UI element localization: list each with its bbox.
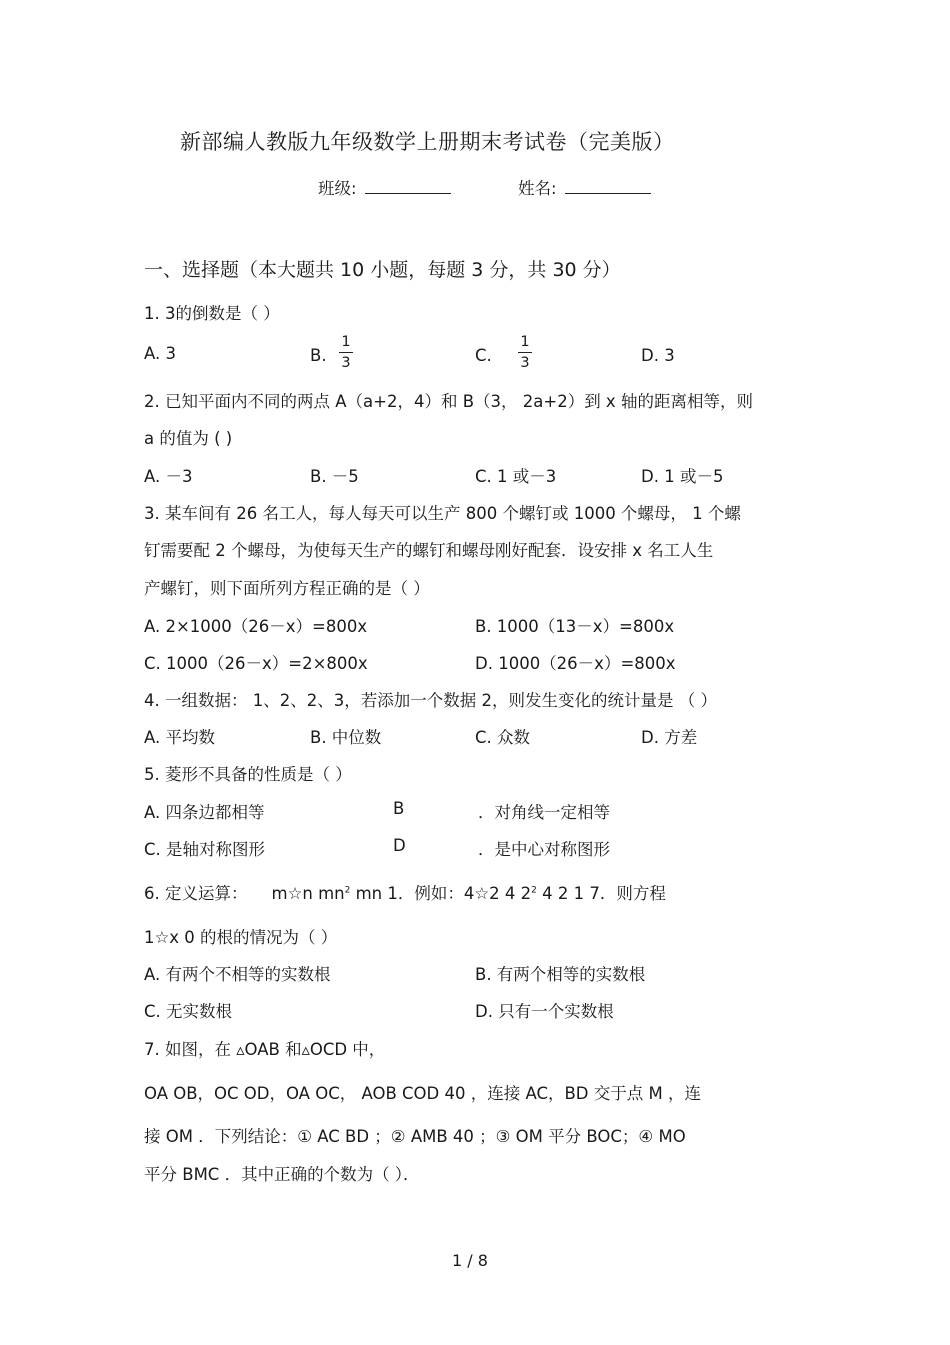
q1-option-b-fraction bbox=[339, 334, 353, 371]
q5-option-b-letter: B bbox=[393, 799, 405, 818]
q2-option-d: D. 1 或－5 bbox=[641, 467, 724, 486]
name-label: 姓名: bbox=[518, 179, 557, 198]
q1-option-c-label: C. bbox=[475, 346, 492, 365]
q6-option-a: A. 有两个不相等的实数根 bbox=[144, 965, 331, 984]
q7-stem-line4: 平分 BMC ．其中正确的个数为（ ）． bbox=[144, 1165, 420, 1184]
q3-option-b: B. 1000（13－x）=800x bbox=[475, 617, 675, 636]
q2-stem-line2: a 的值为 ( ) bbox=[144, 429, 233, 448]
q3-option-a: A. 2×1000（26－x）=800x bbox=[144, 617, 368, 636]
name-blank-line bbox=[565, 179, 651, 194]
q1-option-b-label: B. bbox=[310, 346, 327, 365]
q4-option-d: D. 方差 bbox=[641, 728, 698, 747]
q1-option-c-fraction bbox=[518, 334, 532, 371]
q4-option-a: A. 平均数 bbox=[144, 728, 215, 747]
class-label: 班级: bbox=[318, 179, 357, 198]
q4-stem: 4. 一组数据： 1、2、2、3，若添加一个数据 2，则发生变化的统计量是 （ ） bbox=[144, 691, 717, 710]
q1-c-numerator: 1 bbox=[520, 334, 530, 350]
q6-formula-part3: 4 2 1 7．则方程 bbox=[536, 884, 666, 903]
q6-stem-line1 bbox=[144, 880, 666, 904]
q3-option-c: C. 1000（26－x）=2×800x bbox=[144, 654, 368, 673]
fraction-bar bbox=[518, 352, 532, 353]
q3-stem-line2: 钉需要配 2 个螺母，为使每天生产的螺钉和螺母刚好配套．设安排 x 名工人生 bbox=[144, 541, 714, 560]
q6-option-c: C. 无实数根 bbox=[144, 1002, 233, 1021]
q1-option-d: D. 3 bbox=[641, 346, 675, 365]
q3-stem-line3: 产螺钉，则下面所列方程正确的是（ ） bbox=[144, 579, 430, 598]
q4-option-c: C. 众数 bbox=[475, 728, 531, 747]
q5-option-d-text: ．是中心对称图形 bbox=[478, 840, 610, 859]
q6-exponent2: 2 bbox=[531, 885, 537, 896]
q5-option-d-letter: D bbox=[393, 836, 406, 855]
section-heading: 一、选择题（本大题共 10 小题，每题 3 分，共 30 分） bbox=[144, 259, 621, 281]
document-title: 新部编人教版九年级数学上册期末考试卷（完美版） bbox=[180, 130, 675, 154]
q4-option-b: B. 中位数 bbox=[310, 728, 382, 747]
q3-option-d: D. 1000（26－x）=800x bbox=[475, 654, 676, 673]
q6-option-b: B. 有两个相等的实数根 bbox=[475, 965, 646, 984]
class-field bbox=[318, 175, 451, 199]
q6-formula-part2: mn 1．例如：4☆2 4 2 bbox=[350, 884, 532, 903]
q1-stem: 1. 3的倒数是（ ） bbox=[144, 304, 280, 323]
class-blank-line bbox=[365, 179, 451, 194]
q2-option-c: C. 1 或－3 bbox=[475, 467, 557, 486]
q5-option-a: A. 四条边都相等 bbox=[144, 803, 265, 822]
q1-b-numerator: 1 bbox=[341, 334, 351, 350]
q2-option-a: A. －3 bbox=[144, 467, 193, 486]
q6-formula-part1: m☆n mn bbox=[271, 884, 345, 903]
q6-option-d: D. 只有一个实数根 bbox=[475, 1002, 614, 1021]
page-number: 1 / 8 bbox=[452, 1251, 488, 1270]
q6-prefix: 6. 定义运算： bbox=[144, 884, 248, 903]
q1-c-denominator: 3 bbox=[520, 355, 530, 371]
q1-option-a: A. 3 bbox=[144, 344, 176, 363]
q5-option-b-text: ．对角线一定相等 bbox=[478, 803, 610, 822]
q7-stem-line3: 接 OM ．下列结论：① AC BD ；② AMB 40 ；③ OM 平分 BOC；④ MO bbox=[144, 1127, 686, 1146]
q6-stem-line2: 1☆x 0 的根的情况为（ ） bbox=[144, 928, 338, 947]
q1-b-denominator: 3 bbox=[341, 355, 351, 371]
fraction-bar bbox=[339, 352, 353, 353]
q2-option-b: B. －5 bbox=[310, 467, 359, 486]
name-field bbox=[518, 175, 651, 199]
q7-stem-line1: 7. 如图，在 ▵OAB 和▵OCD 中， bbox=[144, 1040, 386, 1059]
q2-stem-line1: 2. 已知平面内不同的两点 A（a+2，4）和 B（3， 2a+2）到 x 轴的距离相等，则 bbox=[144, 392, 753, 411]
q6-exponent1: 2 bbox=[344, 885, 351, 896]
q3-stem-line1: 3. 某车间有 26 名工人，每人每天可以生产 800 个螺钉或 1000 个螺母， 1 个螺 bbox=[144, 504, 741, 523]
q5-option-c: C. 是轴对称图形 bbox=[144, 840, 266, 859]
q5-stem: 5. 菱形不具备的性质是（ ） bbox=[144, 765, 352, 784]
q7-stem-line2: OA OB，OC OD，OA OC， AOB COD 40 ，连接 AC，BD 交于点 M ，连 bbox=[144, 1084, 701, 1103]
